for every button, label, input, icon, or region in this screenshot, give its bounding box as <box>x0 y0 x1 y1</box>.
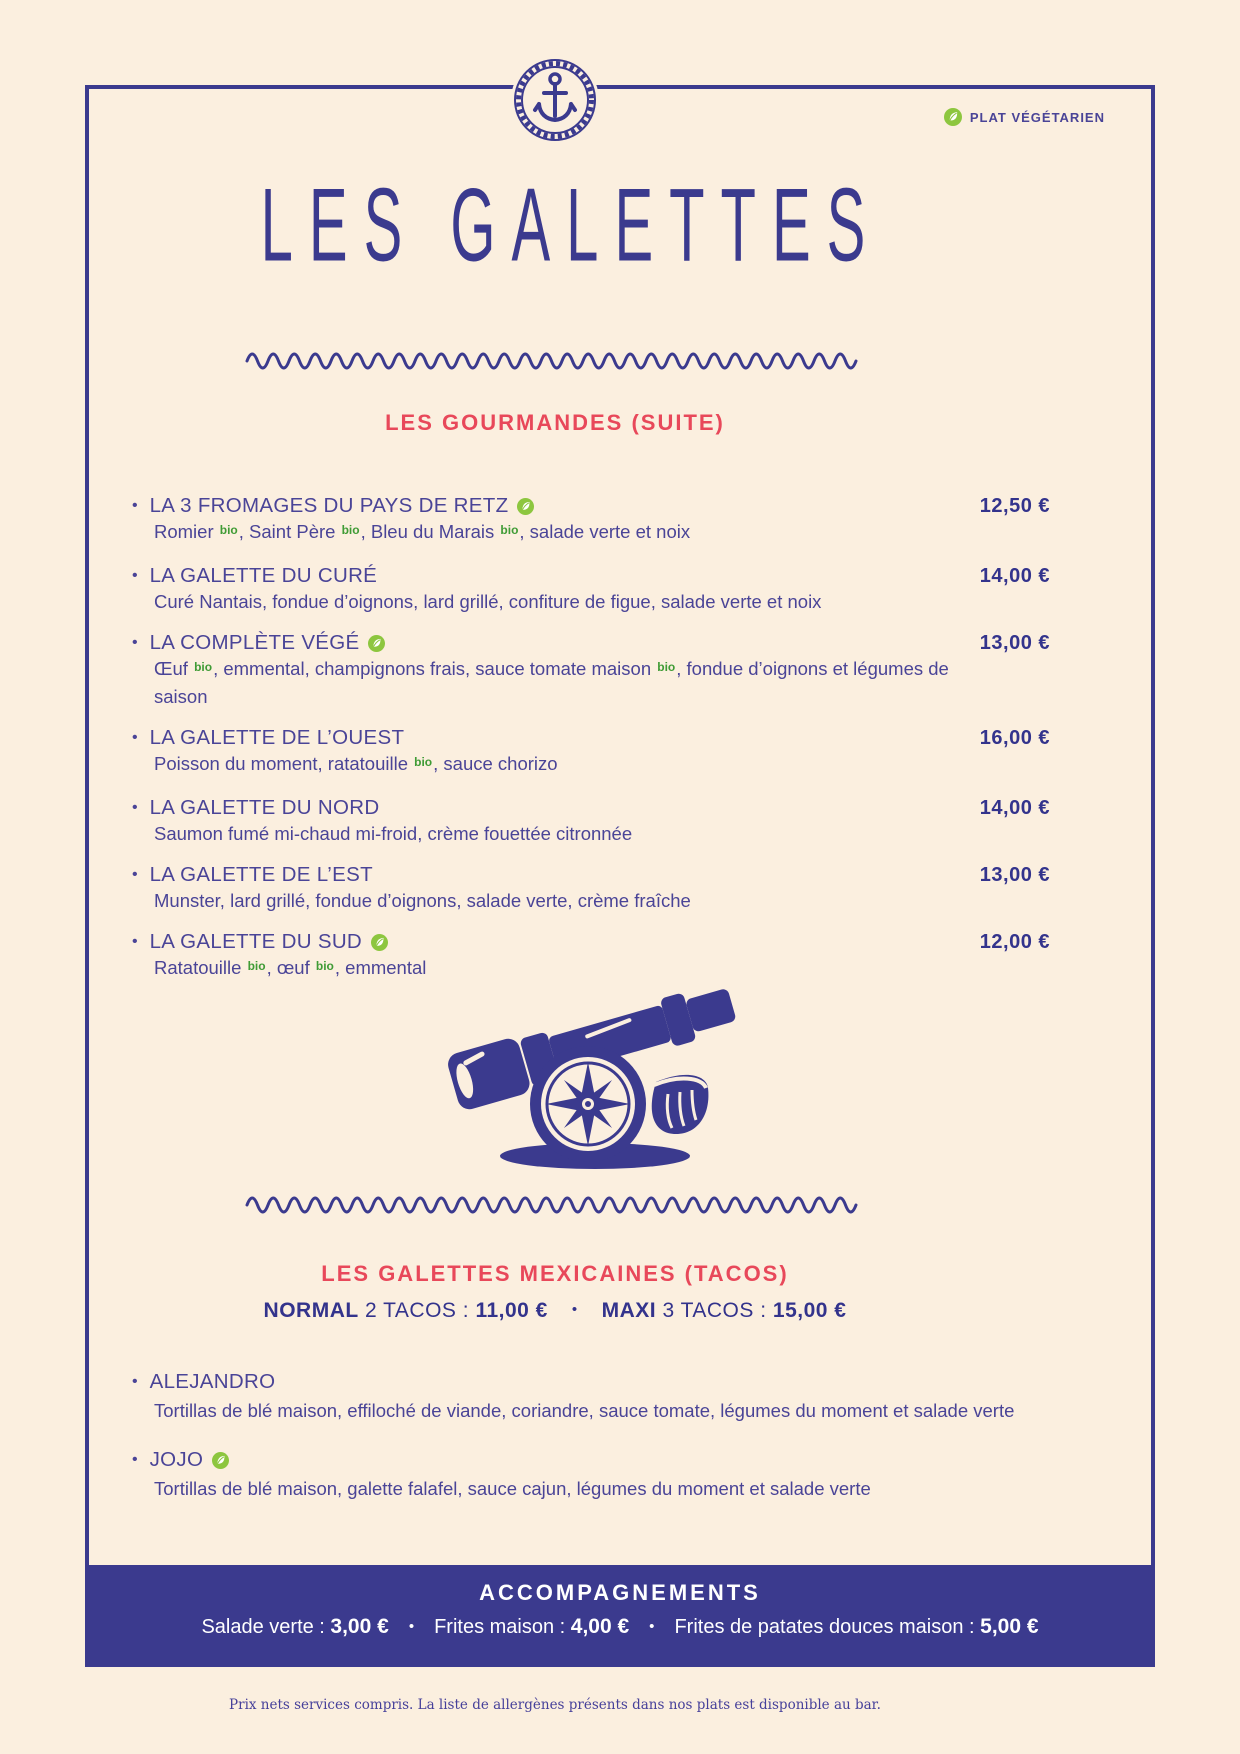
accompaniment-label: Salade verte : <box>201 1616 331 1638</box>
section-heading-mexicaines: LES GALETTES MEXICAINES (TACOS) <box>321 1261 789 1286</box>
menu-item-price: 14,00 € <box>979 564 1050 587</box>
wavy-divider <box>245 348 865 370</box>
separator-dot: • <box>408 1618 415 1635</box>
wavy-divider <box>245 1192 865 1214</box>
tacos-format-text: 3 TACOS : <box>656 1299 773 1322</box>
menu-item-name: LA 3 FROMAGES DU PAYS DE RETZ <box>149 494 509 517</box>
accompaniment-entry <box>674 1616 1038 1638</box>
menu-item-description: Poisson du moment, ratatouille bio, sauce chorizo <box>154 751 974 779</box>
menu-item-price: 14,00 € <box>979 796 1050 819</box>
leaf-badge-icon <box>517 498 534 515</box>
vegetarian-legend-label: PLAT VÉGÉTARIEN <box>969 109 1105 125</box>
menu-item-name: LA GALETTE DU CURÉ <box>149 564 378 587</box>
tacos-format-text: 2 TACOS : <box>358 1299 476 1322</box>
bullet-icon: • <box>132 634 138 651</box>
menu-item <box>132 726 1050 779</box>
vegetarian-legend <box>944 108 1105 126</box>
anchor-logo <box>511 56 599 144</box>
menu-item-price: 12,00 € <box>979 930 1050 953</box>
footnote: Prix nets services compris. La liste de allergènes présents dans nos plats est disponible au bar. <box>229 1697 881 1713</box>
tacos-format <box>264 1299 548 1322</box>
menu-item <box>132 631 1050 709</box>
menu-item-price: 13,00 € <box>979 863 1050 886</box>
menu-item-description: Tortillas de blé maison, effiloché de viande, coriandre, sauce tomate, légumes du moment et salade verte <box>154 1400 1015 1421</box>
accompaniment-entry <box>201 1616 388 1638</box>
leaf-badge-icon <box>368 635 385 652</box>
menu-item <box>132 494 1050 547</box>
bullet-icon: • <box>132 1451 138 1468</box>
menu-item-name: LA GALETTE DE L’OUEST <box>149 726 405 749</box>
accompaniment-price: 3,00 € <box>330 1615 389 1638</box>
telescope-compass-illustration <box>440 958 740 1178</box>
menu-item-name: LA GALETTE DU NORD <box>149 796 380 819</box>
accompaniment-entry <box>434 1616 629 1638</box>
menu-item-name: JOJO <box>149 1448 204 1471</box>
menu-item-price: 16,00 € <box>979 726 1050 749</box>
menu-item <box>132 796 1050 846</box>
bullet-icon: • <box>132 497 138 514</box>
menu-item-description: Curé Nantais, fondue d’oignons, lard grillé, confiture de figue, salade verte et noix <box>154 591 822 612</box>
bullet-icon: • <box>132 799 138 816</box>
tacos-format <box>602 1299 847 1322</box>
separator-dot: • <box>649 1618 655 1635</box>
separator-dot: • <box>571 1301 578 1318</box>
bio-marker: bio <box>315 959 334 973</box>
accompaniment-label: Frites maison : <box>434 1616 571 1638</box>
leaf-badge-icon <box>371 934 388 951</box>
accompaniment-price: 4,00 € <box>570 1615 630 1638</box>
menu-item-description: Œuf bio, emmental, champignons frais, sauce tomate maison bio, fondue d’oignons et légumes de saison <box>154 656 974 709</box>
tacos-format-price: 11,00 € <box>475 1299 548 1322</box>
tacos-format-label: NORMAL <box>263 1299 359 1322</box>
mexicaines-items <box>132 1370 1050 1526</box>
menu-item-price: 12,50 € <box>979 494 1050 517</box>
bio-marker: bio <box>414 755 433 769</box>
bio-marker: bio <box>500 523 519 537</box>
tacos-formats-line <box>85 1299 1025 1323</box>
bullet-icon: • <box>132 933 138 950</box>
menu-item-name: LA GALETTE DU SUD <box>149 930 363 953</box>
menu-item-price: 13,00 € <box>979 631 1050 654</box>
menu-item-description: Romier bio, Saint Père bio, Bleu du Marais bio, salade verte et noix <box>154 519 974 547</box>
bio-marker: bio <box>219 523 238 537</box>
tacos-format-label: MAXI <box>601 1299 657 1322</box>
menu-item-description: Saumon fumé mi-chaud mi-froid, crème fouettée citronnée <box>154 823 633 844</box>
anchor-icon <box>513 58 597 142</box>
leaf-badge-icon <box>944 108 962 126</box>
accompaniment-label: Frites de patates douces maison : <box>674 1616 981 1638</box>
accompaniment-price: 5,00 € <box>980 1615 1039 1638</box>
bio-marker: bio <box>247 959 266 973</box>
gourmandes-items <box>132 494 1050 1000</box>
bullet-icon: • <box>132 567 138 584</box>
accompaniments-bar <box>89 1565 1151 1663</box>
bullet-icon: • <box>132 866 138 883</box>
page-title: LES GALETTES <box>260 167 882 284</box>
menu-item-name: ALEJANDRO <box>149 1370 276 1393</box>
bullet-icon: • <box>132 1373 138 1390</box>
menu-item <box>132 1448 1050 1501</box>
accompaniments-heading: ACCOMPAGNEMENTS <box>479 1580 761 1605</box>
menu-item-description: Munster, lard grillé, fondue d’oignons, salade verte, crème fraîche <box>154 890 691 911</box>
menu-item-description: Tortillas de blé maison, galette falafel, sauce cajun, légumes du moment et salade verte <box>154 1478 871 1499</box>
leaf-badge-icon <box>212 1452 229 1469</box>
menu-item <box>132 1370 1050 1423</box>
menu-item <box>132 564 1050 614</box>
menu-item-name: LA COMPLÈTE VÉGÉ <box>149 631 360 654</box>
bio-marker: bio <box>657 660 676 674</box>
accompaniments-entries <box>89 1615 1151 1639</box>
tacos-format-price: 15,00 € <box>772 1299 847 1322</box>
bullet-icon: • <box>132 729 138 746</box>
menu-item-name: LA GALETTE DE L’EST <box>149 863 373 886</box>
menu-item-description: Ratatouille bio, œuf bio, emmental <box>154 955 974 983</box>
section-heading-gourmandes: LES GOURMANDES (SUITE) <box>385 410 725 435</box>
bio-marker: bio <box>341 523 360 537</box>
menu-item <box>132 863 1050 913</box>
bio-marker: bio <box>194 660 213 674</box>
